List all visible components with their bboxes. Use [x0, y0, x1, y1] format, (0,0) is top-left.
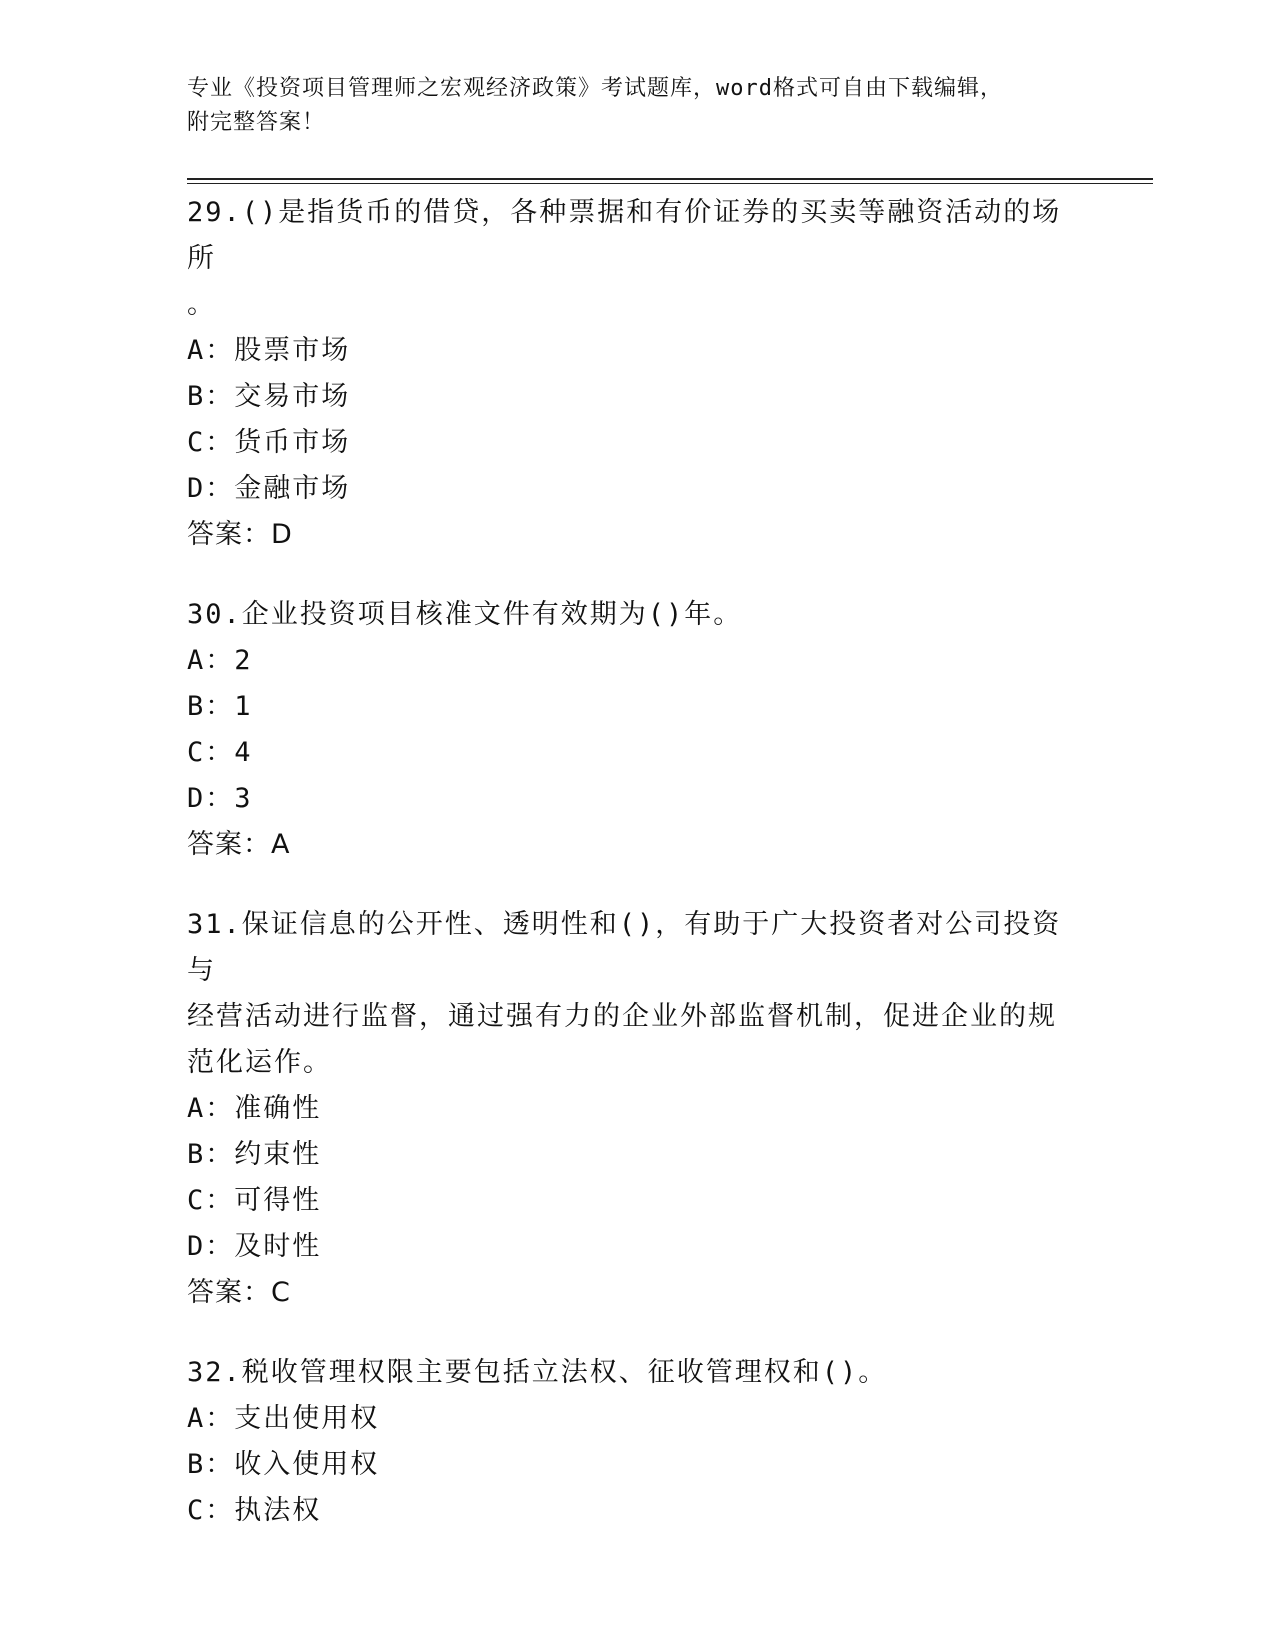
question-block [187, 902, 1087, 1316]
header-line-2: 附完整答案！ [187, 110, 326, 135]
question-text-line: 范化运作。 [187, 1047, 332, 1078]
question-text-line: 30.企业投资项目核准文件有效期为()年。 [187, 599, 743, 630]
header-divider-thick [187, 178, 1153, 180]
answer-option: C：执法权 [187, 1495, 322, 1526]
answer-key: 答案：D [187, 519, 293, 550]
header-line-1: 专业《投资项目管理师之宏观经济政策》考试题库，word格式可自由下载编辑， [187, 76, 1003, 101]
answer-option: B：1 [187, 691, 253, 722]
question-text-line: 32.税收管理权限主要包括立法权、征收管理权和()。 [187, 1357, 888, 1388]
header-divider-thin [187, 183, 1153, 184]
question-text-line: 31.保证信息的公开性、透明性和()，有助于广大投资者对公司投资与 [187, 909, 1062, 986]
question-block [187, 1350, 1087, 1534]
answer-option: C：4 [187, 737, 253, 768]
question-text-line: 29.()是指货币的借贷，各种票据和有价证券的买卖等融资活动的场所 [187, 197, 1062, 274]
answer-option: A：支出使用权 [187, 1403, 380, 1434]
question-block [187, 592, 1087, 868]
question-list [187, 190, 1087, 1568]
question-text-line: 经营活动进行监督，通过强有力的企业外部监督机制，促进企业的规 [187, 1001, 1057, 1032]
answer-option: B：收入使用权 [187, 1449, 380, 1480]
answer-option: B：交易市场 [187, 381, 351, 412]
answer-key: 答案：C [187, 1277, 291, 1308]
question-block [187, 190, 1087, 558]
answer-option: D：及时性 [187, 1231, 322, 1262]
question-text-line: 。 [187, 289, 216, 320]
answer-option: C：货币市场 [187, 427, 351, 458]
document-header [187, 72, 1067, 140]
answer-option: A：2 [187, 645, 253, 676]
answer-option: D：金融市场 [187, 473, 351, 504]
answer-key: 答案：A [187, 829, 291, 860]
answer-option: A：准确性 [187, 1093, 322, 1124]
answer-option: B：约束性 [187, 1139, 322, 1170]
answer-option: C：可得性 [187, 1185, 322, 1216]
answer-option: D：3 [187, 783, 253, 814]
answer-option: A：股票市场 [187, 335, 351, 366]
